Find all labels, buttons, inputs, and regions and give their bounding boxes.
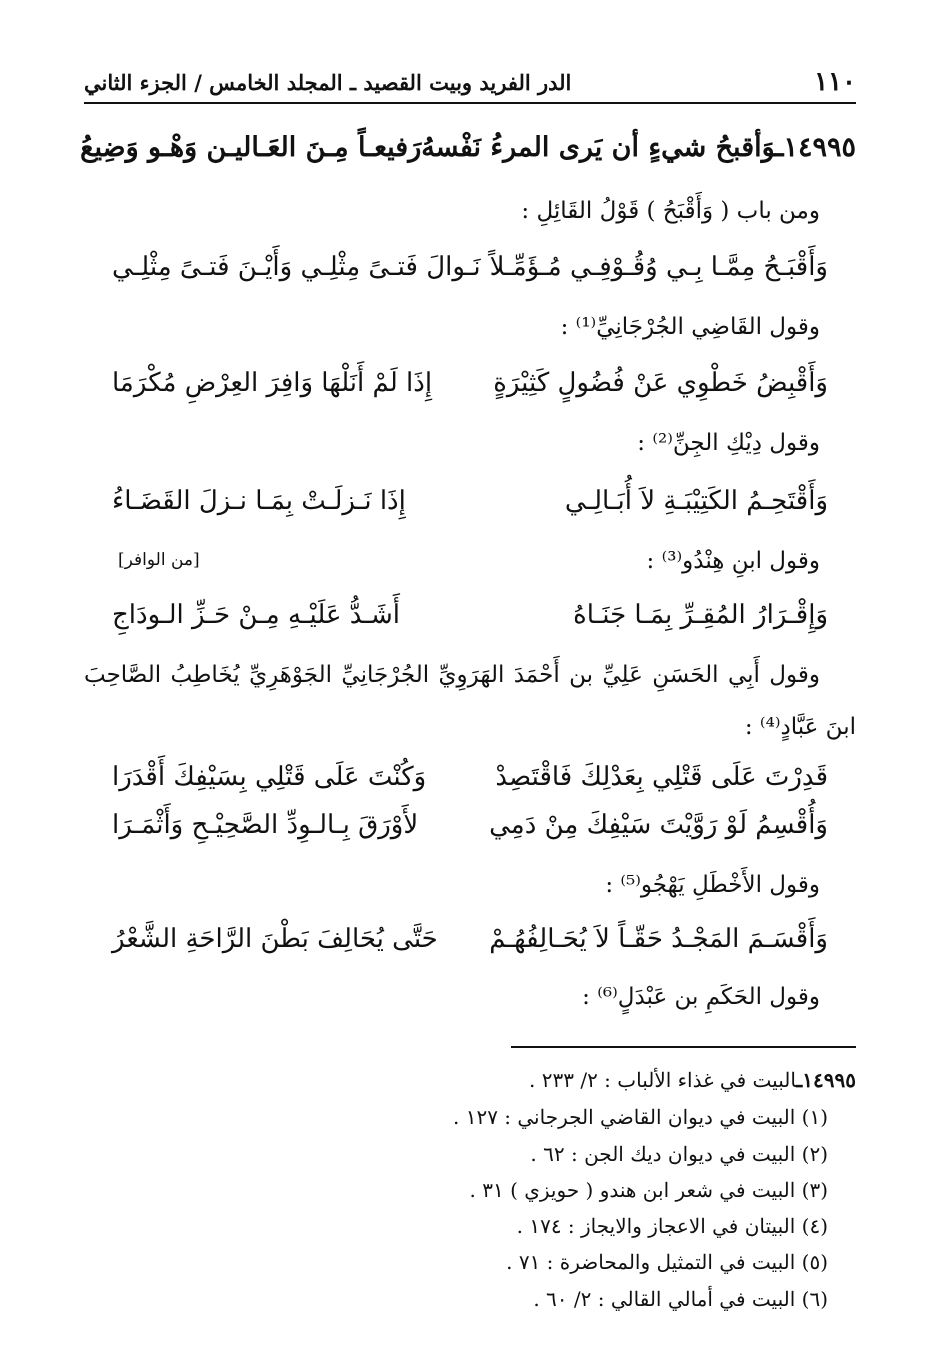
page-number: ١١٠ bbox=[814, 67, 856, 97]
verse-6-first: وَأُقْسِمُ لَوْ رَوَّيْتَ سَيْفِكَ مِنْ دَمِي bbox=[489, 810, 828, 840]
meter-label: [من الوافر] bbox=[118, 550, 200, 570]
verse-6 bbox=[112, 810, 828, 840]
verse-7-first: وَأَقْسَـمَ المَجْـدُ حَقّـاً لاَ يُحَـالِفُهُـمْ bbox=[489, 924, 828, 954]
intro-line-2: وقول القَاضِي الجُرْجَانِيِّ⁽¹⁾ : bbox=[560, 314, 820, 340]
verse-4-first: وَإِقْـرَارُ المُقِـرِّ بِمَـا جَنَـاهُ bbox=[573, 600, 828, 630]
verse-5 bbox=[112, 762, 828, 792]
footnote-2 bbox=[530, 1142, 828, 1166]
footnote-separator bbox=[511, 1046, 856, 1048]
verse-2 bbox=[112, 368, 828, 398]
footnote-main-text: البيت في غذاء الألباب : ٢/ ٢٣٣ . bbox=[529, 1068, 797, 1092]
footnote-6-text: البيت في أمالي القالي : ٢/ ٦٠ . bbox=[533, 1287, 796, 1311]
main-verse bbox=[80, 132, 856, 163]
main-verse-number: ١٤٩٩٥ـ bbox=[775, 132, 856, 163]
footnote-4 bbox=[517, 1214, 828, 1238]
intro-line-3: وقول دِيْكِ الجِنِّ⁽²⁾ : bbox=[637, 430, 820, 456]
footnote-5-number: (٥) bbox=[801, 1250, 828, 1274]
intro-line-6: وقول الأَخْطَلِ يَهْجُو⁽⁵⁾ : bbox=[605, 872, 820, 898]
footnote-1-text: البيت في ديوان القاضي الجرجاني : ١٢٧ . bbox=[452, 1105, 796, 1129]
intro-line-1: ومن باب ( وَأَقْبَحُ ) قَوْلُ القَائِلِ : bbox=[521, 198, 820, 224]
footnote-6-number: (٦) bbox=[801, 1287, 828, 1311]
intro-line-5a: وقول أَبِي الحَسَنِ عَلِيِّ بن أَحْمَدَ الهَرَوِيِّ الجُرْجَانِيِّ الجَوْهَرِيِّ يُخَاطِبُ الصَّاحِبَ bbox=[84, 662, 820, 688]
footnote-2-number: (٢) bbox=[801, 1142, 828, 1166]
footnote-1-number: (١) bbox=[801, 1105, 828, 1129]
intro-line-7: وقول الحَكَمِ بن عَبْدَلٍ⁽⁶⁾ : bbox=[582, 984, 820, 1010]
main-verse-second-hemistich: رَفيعـاً مِـنَ العَـاليـن وَهْـو وَضِيعُ bbox=[80, 132, 422, 163]
verse-1-second: نَـوالَ فَتـىً مِثْلِـي وَأَيْـنَ فَتـىً مِثْلِـي bbox=[112, 252, 481, 282]
footnote-main-number: ١٤٩٩٥ـ bbox=[796, 1068, 856, 1092]
footnote-4-text: البيتان في الاعجاز والايجاز : ١٧٤ . bbox=[516, 1214, 796, 1238]
footnote-main bbox=[529, 1068, 856, 1092]
footnote-4-number: (٤) bbox=[801, 1214, 828, 1238]
verse-2-second: إِذَا لَمْ أَنَلْهَا وَافِرَ العِرْضِ مُكْرَمَا bbox=[112, 368, 433, 398]
verse-5-second: وَكُنْتَ عَلَى قَتْلِي بِسَيْفِكَ أَقْدَرَا bbox=[112, 762, 427, 792]
running-title: الدر الفريد وبيت القصيد ـ المجلد الخامس / الجزء الثاني bbox=[84, 69, 572, 95]
verse-4 bbox=[112, 600, 828, 630]
verse-3-first: وَأَقْتَحِـمُ الكَتِيْبَـةِ لاَ أُبَـالِـي bbox=[564, 486, 828, 516]
main-verse-first-text: وَأقبحُ شيءٍ أن يَرى المرءُ نَفْسهُ bbox=[421, 132, 776, 163]
verse-1 bbox=[112, 252, 828, 282]
footnote-3-number: (٣) bbox=[801, 1178, 828, 1202]
footnote-2-text: البيت في ديوان ديك الجن : ٦٢ . bbox=[530, 1142, 796, 1166]
intro-line-5b: ابنَ عَبَّادٍ⁽⁴⁾ : bbox=[744, 714, 856, 740]
verse-4-second: أَشَـدُّ عَلَيْـهِ مِـنْ حَـزِّ الـودَاجِ bbox=[112, 600, 401, 630]
verse-3 bbox=[112, 486, 828, 516]
verse-1-first: وَأَقْبَـحُ مِمَّـا بِـي وُقُـوْفِـي مُـؤَمِّـلاً bbox=[489, 252, 828, 282]
footnote-3-text: البيت في شعر ابن هندو ( حويزي ) ٣١ . bbox=[469, 1178, 796, 1202]
footnote-6 bbox=[533, 1287, 828, 1311]
page-header bbox=[84, 62, 856, 104]
footnote-1 bbox=[453, 1105, 828, 1129]
footnote-5-text: البيت في التمثيل والمحاضرة : ٧١ . bbox=[506, 1250, 796, 1274]
verse-7 bbox=[112, 924, 828, 954]
footnote-3 bbox=[470, 1178, 828, 1202]
verse-5-first: قَدِرْتَ عَلَى قَتْلِي بِعَدْلِكَ فَاقْتَصِدْ bbox=[495, 762, 828, 792]
verse-3-second: إِذَا نَـزلَـتْ بِمَـا نـزلَ القَضَـاءُ bbox=[112, 486, 406, 516]
verse-2-first: وَأَقْبِضُ خَطْوِي عَنْ فُضُولٍ كَثِيْرَةٍ bbox=[493, 368, 828, 398]
main-verse-first-hemistich bbox=[421, 132, 856, 163]
footnote-5 bbox=[506, 1250, 828, 1274]
verse-7-second: حَتَّى يُحَالِفَ بَطْنَ الرَّاحَةِ الشَّعْرُ bbox=[112, 924, 438, 954]
verse-6-second: لأَوْرَقَ بِـالـوِدِّ الصَّحِيْـحِ وَأَثْمَـرَا bbox=[112, 810, 419, 840]
intro-line-4: وقول ابنِ هِنْدُو⁽³⁾ : bbox=[646, 548, 820, 574]
